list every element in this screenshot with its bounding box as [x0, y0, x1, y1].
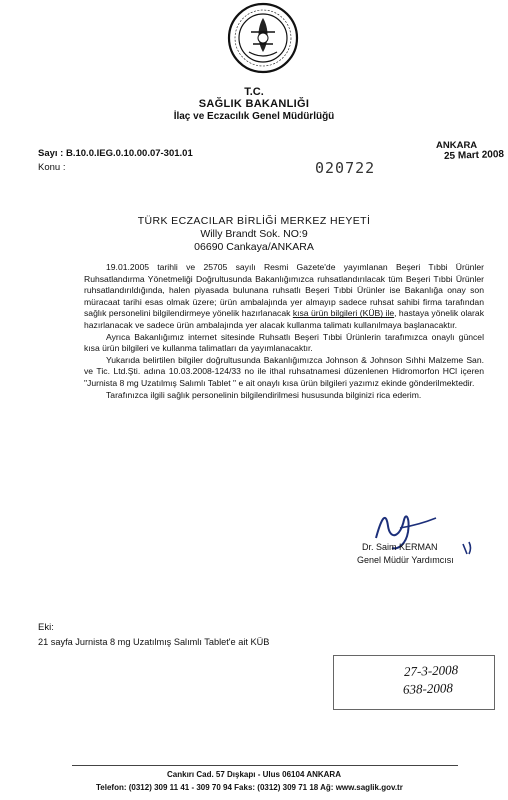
footer-divider	[72, 765, 458, 766]
header-tc: T.C.	[244, 86, 264, 98]
recipient-city: 06690 Cankaya/ANKARA	[194, 241, 314, 253]
header-directorate: İlaç ve Eczacılık Genel Müdürlüğü	[173, 111, 335, 122]
ministry-seal-logo	[227, 2, 299, 74]
signatory-title: Genel Müdür Yardımcısı	[357, 555, 454, 565]
signatory-name: Dr. Saim KERMAN	[362, 542, 438, 552]
received-date: 27-3-2008	[403, 662, 459, 679]
document-number: Sayı : B.10.0.IEG.0.10.00.07-301.01	[38, 148, 193, 159]
footer-contact: Telefon: (0312) 309 11 41 - 309 70 94 Faks: (0312) 309 71 18 Ağ: www.saglik.gov.tr	[96, 783, 403, 792]
paragraph-4: Tarafınızca ilgili sağlık personelinin bilgilendirilmesi hususunda bilginizi rica ederim.	[106, 389, 422, 400]
recipient-name: TÜRK ECZACILAR BİRLİĞİ MERKEZ HEYETİ	[137, 215, 371, 227]
footer-address: Cankırı Cad. 57 Dışkapı - Ulus 06104 ANKARA	[167, 770, 341, 779]
letter-body	[84, 262, 484, 401]
header-ministry: SAĞLIK BAKANLIĞI	[198, 98, 310, 110]
paragraph-1-text-a: 19.01.2005 tarihli ve 25705 sayılı Resmi Gazete'de yayımlanan Beşeri Tıbbi Ürünler Ruhsatlandırma Yönetmeliği Doğrultusunda Bakanlığımızca ruhsatlandırılacak tüm Beşeri Tıbbi Ürünler ruhsatlandırıldığında, halen piyasada bulunana ruhsatlı Beşeri Tıbbi Ürünler ise Bakanlığa onay son müracaat tarihi esas olmak üzere; ürün ambalajında yer almayıp sadece ruhsat sahibi firma tarafından sağlık personelini bilgilendirmeye yönelik hazırlanacak	[84, 262, 484, 319]
city-label: ANKARA	[436, 140, 478, 151]
attachment-item: 21 sayfa Jurnista 8 mg Uzatılmış Salımlı Tablet'e ait KÜB	[38, 637, 270, 647]
recipient-street: Willy Brandt Sok. NO:9	[200, 228, 308, 240]
paragraph-1	[84, 262, 484, 332]
paragraph-3: Yukarıda belirtilen bilgiler doğrultusunda Bakanlığımızca Johnson & Johnson Sıhhi Malzeme San. ve Tic. Ltd.Şti. adına 10.03.2008-124/33 no ile ithal ruhsatnamesi düzenlenen Hidromorfon HCl içeren "Jurnista 8 mg Uzatılmış Salımlı Tablet " e ait onaylı kısa ürün bilgileri yazımız ekinde gönderilmektedir.	[84, 354, 484, 388]
registration-number: 020722	[315, 159, 376, 177]
kub-underlined-text: kısa ürün bilgileri (KÜB) ile	[292, 308, 395, 319]
paragraph-1-text-b: , hastaya yönelik olarak hazırlanacak ve sadece ürün ambalajında yer alacak kullanma talimatı kullanılmaya başlanacaktır.	[84, 308, 484, 330]
date-stamp: 25 Mart 2008	[443, 148, 505, 163]
handwritten-initial	[461, 538, 479, 556]
attachments-label: Eki:	[38, 622, 54, 633]
received-number: 638-2008	[402, 680, 454, 697]
subject-label: Konu :	[38, 162, 66, 173]
paragraph-2: Ayrıca Bakanlığımız internet sitesinde Ruhsatlı Beşeri Tıbbi Ürünlerin tarafımızca onaylı güncel kısa ürün bilgileri ve kullanma talimatları da yayımlanacaktır.	[84, 331, 484, 354]
